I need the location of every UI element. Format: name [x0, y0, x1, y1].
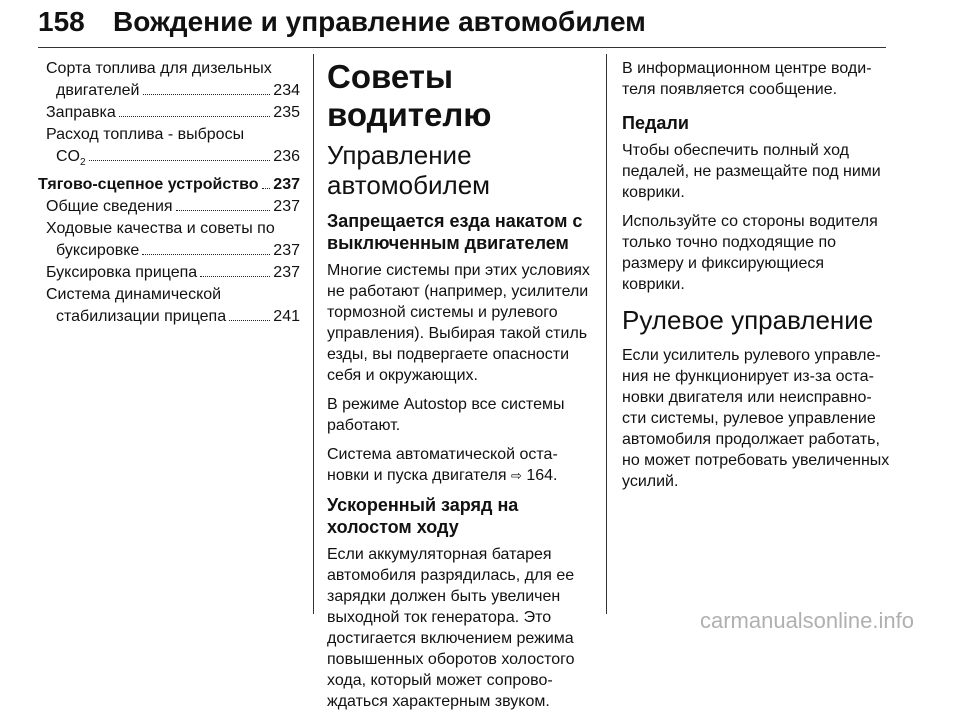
- paragraph: [327, 444, 592, 486]
- subsection-heading: Рулевое управление: [622, 305, 874, 335]
- toc-entry-text: Буксировка прицепа: [46, 264, 198, 282]
- paragraph: Многие системы при этих условиях не работают (например, усилители тормозной системы и рулевого управления). Выбирая такой стиль езды, вы подвергаете опасности себя и окружающих.: [327, 262, 590, 384]
- toc-leader: [142, 254, 270, 255]
- paragraph: В режиме Autostop все системы работают.: [327, 396, 565, 434]
- toc-leader: [143, 94, 271, 95]
- toc-entry[interactable]: [38, 196, 300, 218]
- content-column-3: [622, 58, 890, 500]
- paragraph-text: Система автоматической остановки и пуска двигателя: [327, 446, 558, 484]
- toc-entry[interactable]: [38, 306, 300, 328]
- section-heading: Советы водителю: [327, 58, 492, 133]
- paragraph: Если усилитель рулевого управления не функционирует из-за остановки двигателя или неисправности системы, рулевое управление автомобиля продолжает работать, но может потребовать увеличенных усилий.: [622, 347, 890, 490]
- toc-page: 237: [273, 264, 300, 282]
- toc-entry[interactable]: [38, 174, 300, 196]
- toc-page: 235: [273, 104, 300, 121]
- toc-entry-text[interactable]: Расход топлива - выбросы: [46, 126, 245, 143]
- toc-column: [38, 58, 300, 328]
- page-title: Вождение и управление автомобилем: [113, 6, 646, 37]
- toc-entry[interactable]: [38, 262, 300, 284]
- paragraph: Если аккумуляторная батарея автомобиля разрядилась, для ее зарядки должен быть увеличен выходной ток генератора. Это достигается включением режима повышенных оборотов холостого хода, который может сопровождаться характерным звуком.: [327, 546, 575, 710]
- toc-leader: [200, 276, 270, 277]
- cross-reference-page[interactable]: 164.: [526, 467, 558, 484]
- toc-entry[interactable]: [38, 80, 300, 102]
- topic-heading: Запрещается езда накатом с выключенным двигателем: [327, 211, 583, 253]
- toc-entry-text: стабилизации прицепа: [56, 308, 227, 326]
- toc-entry-text: Тягово-сцепное устройство: [38, 176, 259, 194]
- watermark: carmanualsonline.info: [699, 608, 914, 633]
- toc-page: 236: [273, 148, 300, 165]
- toc-entry-text[interactable]: Ходовые качества и советы по: [46, 220, 275, 238]
- toc-co-text: CO: [56, 148, 80, 165]
- topic-heading: Педали: [622, 113, 689, 133]
- toc-entry-text: Заправка: [46, 104, 116, 121]
- toc-entry-text: буксировке: [56, 242, 140, 260]
- toc-entry[interactable]: [38, 146, 300, 174]
- toc-entry-text[interactable]: Система динамической: [46, 286, 222, 304]
- toc-page: 237: [273, 198, 300, 216]
- toc-entry[interactable]: [38, 240, 300, 262]
- toc-co-subscript: 2: [80, 157, 86, 169]
- toc-entry-text[interactable]: Сорта топлива для дизельных: [46, 60, 272, 77]
- toc-entry-text: [38, 146, 86, 174]
- page-number: 158: [38, 6, 85, 37]
- paragraph: Чтобы обеспечить полный ход педалей, не размещайте под ними коврики.: [622, 142, 881, 201]
- toc-leader: [229, 320, 270, 321]
- subsection-heading: Управление автомобилем: [327, 140, 491, 200]
- header-rule: [38, 47, 886, 48]
- toc-leader: [176, 210, 271, 211]
- toc-entry-text: Общие сведения: [46, 198, 173, 216]
- toc-leader: [89, 160, 271, 161]
- toc-leader: [119, 116, 271, 117]
- toc-page: 234: [273, 82, 300, 99]
- column-divider-1: [313, 54, 314, 614]
- paragraph: Используйте со стороны водителя только точно подходящие по размеру и фиксирующиеся коврики.: [622, 213, 878, 293]
- toc-page: 237: [273, 176, 300, 194]
- toc-entry-text: двигателей: [56, 82, 140, 99]
- paragraph: В информационном центре водителя появляется сообщение.: [622, 60, 872, 98]
- toc-page: 237: [273, 242, 300, 260]
- toc-page: 241: [273, 308, 300, 326]
- cross-reference-arrow-icon: ⇨: [510, 468, 522, 483]
- toc-leader: [262, 188, 271, 189]
- topic-heading: Ускоренный заряд на холостом ходу: [327, 495, 519, 537]
- toc-entry[interactable]: [38, 102, 300, 124]
- column-divider-2: [606, 54, 607, 614]
- content-column-2: [327, 58, 592, 720]
